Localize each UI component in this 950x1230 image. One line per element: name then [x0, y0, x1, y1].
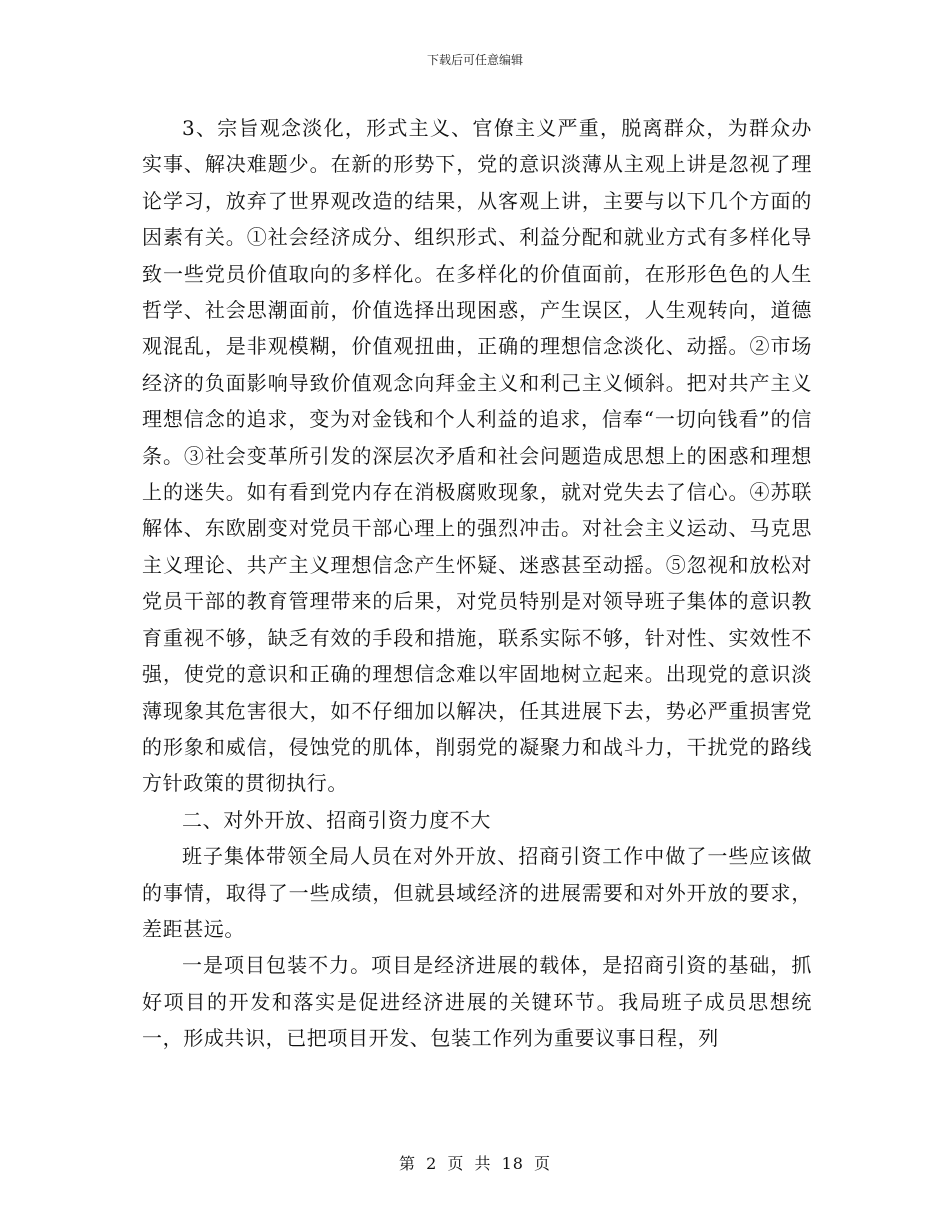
footer-total-pages: 18	[501, 1154, 524, 1173]
paragraph-party-awareness: 3、宗旨观念淡化，形式主义、官僚主义严重，脱离群众，为群众办实事、解决难题少。在新的形势下，党的意识淡薄从主观上讲是忽视了理论学习，放弃了世界观改造的结果，从客观上讲，主要与以下几个方面的因素有关。①社会经济成分、组织形式、利益分配和就业方式有多样化导致一些党员价值取向的多样化。在多样化的价值面前，在形形色色的人生哲学、社会思潮面前，价值选择出现困惑，产生误区，人生观转向，道德观混乱，是非观模糊，价值观扭曲，正确的理想信念淡化、动摇。②市场经济的负面影响导致价值观念向拜金主义和利己主义倾斜。把对共产主义理想信念的追求，变为对金钱和个人利益的追求，信奉“一切向钱看”的信条。③社会变革所引发的深层次矛盾和社会问题造成思想上的困惑和理想上的迷失。如有看到党内存在消极腐败现象，就对党失去了信心。④苏联解体、东欧剧变对党员干部心理上的强烈冲击。对社会主义运动、马克思主义理论、共产主义理想信念产生怀疑、迷惑甚至动摇。⑤忽视和放松对党员干部的教育管理带来的后果，对党员特别是对领导班子集体的意识教育重视不够，缺乏有效的手段和措施，联系实际不够，针对性、实效性不强，使党的意识和正确的理想信念难以牢固地树立起来。出现党的意识淡薄现象其危害很大，如不仔细加以解决，任其进展下去，势必严重损害党的形象和威信，侵蚀党的肌体，削弱党的凝聚力和战斗力，干扰党的路线方针政策的贯彻执行。	[142, 116, 812, 796]
page-footer	[0, 1153, 950, 1175]
footer-current-page: 2	[426, 1154, 438, 1173]
paragraph-project-packaging: 一是项目包装不力。项目是经济进展的载体，是招商引资的基础，抓好项目的开发和落实是促进经济进展的关键环节。我局班子成员思想统一，形成共识，已把项目开发、包装工作列为重要议事日程，列	[142, 953, 812, 1051]
section-heading-opening-up: 二、对外开放、招商引资力度不大	[182, 807, 491, 832]
footer-suffix: 页	[534, 1154, 552, 1173]
paragraph-leadership-work: 班子集体带领全局人员在对外开放、招商引资工作中做了一些应该做的事情，取得了一些成绩，但就县域经济的进展需要和对外开放的要求，差距甚远。	[142, 844, 812, 941]
footer-total-word: 共	[474, 1154, 492, 1173]
footer-prefix: 第	[398, 1154, 416, 1173]
page-header-note: 下载后可任意编辑	[426, 53, 523, 67]
footer-page-word: 页	[447, 1154, 465, 1173]
document-body	[142, 110, 812, 1057]
